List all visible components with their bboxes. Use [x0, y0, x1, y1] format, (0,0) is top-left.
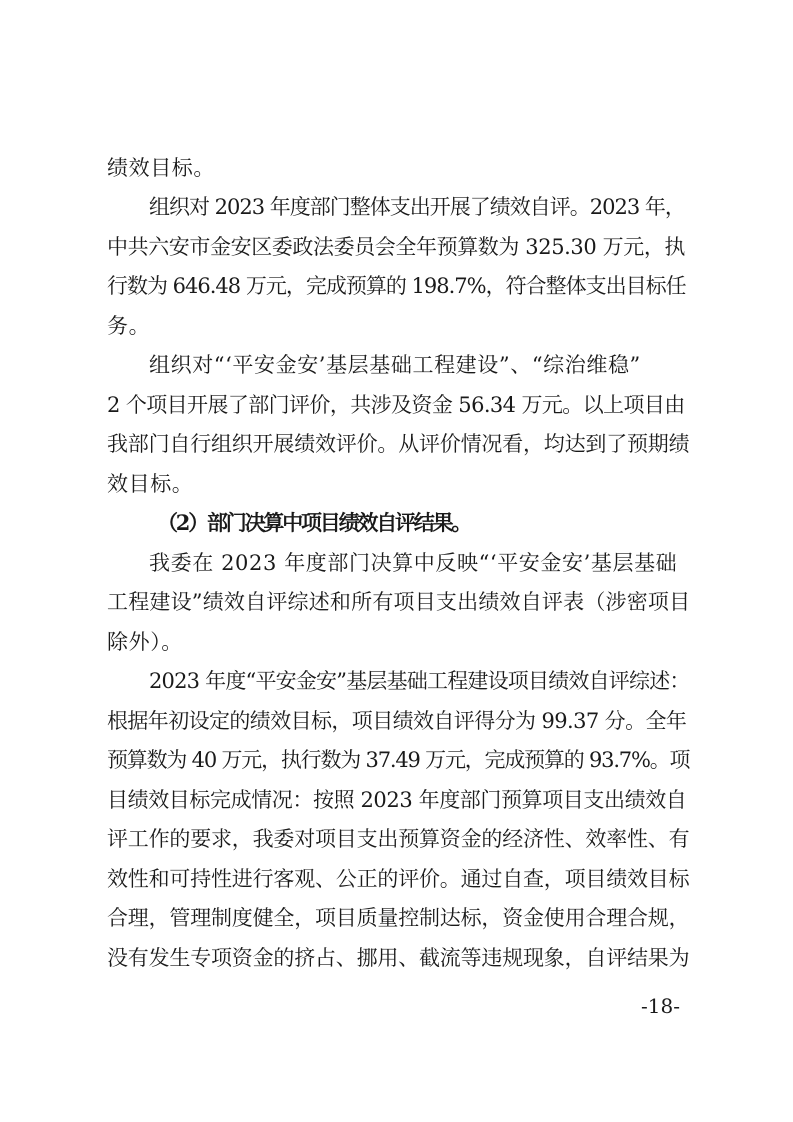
text-line: 预算数为 40 万元，执行数为 37.49 万元，完成预算的 93.7%。项	[107, 748, 690, 772]
text-line: 行数为 646.48 万元，完成预算的 198.7%，符合整体支出目标任	[107, 274, 686, 298]
text-line: 评工作的要求，我委对项目支出预算资金的经济性、效率性、有	[107, 827, 690, 851]
text-line: 效性和可持性进行客观、公正的评价。通过自查，项目绩效目标	[107, 867, 690, 891]
page-number: -18-	[641, 994, 680, 1018]
text-line: 合理，管理制度健全，项目质量控制达标，资金使用合理合规，	[107, 906, 690, 930]
text-line: 根据年初设定的绩效目标，项目绩效自评得分为 99.37 分。全年	[107, 709, 687, 733]
text-line: 目绩效目标完成情况：按照 2023 年度部门预算项目支出绩效自	[107, 788, 687, 812]
text-line: 务。	[107, 314, 151, 338]
text-line: 除外）。	[107, 630, 183, 654]
text-line: 我部门自行组织开展绩效评价。从评价情况看，均达到了预期绩	[107, 432, 690, 456]
text-line: 2 个项目开展了部门评价，共涉及资金 56.34 万元。以上项目由	[107, 393, 685, 417]
text-line: 中共六安市金安区委政法委员会全年预算数为 325.30 万元，执	[107, 235, 686, 259]
text-line: 绩效目标。	[107, 156, 215, 180]
text-line: 没有发生专项资金的挤占、挪用、截流等违规现象，自评结果为	[107, 946, 690, 970]
text-line: 我委在 2023 年度部门决算中反映“‘平安金安’基层基础	[149, 551, 678, 575]
text-line: 效目标。	[107, 472, 194, 496]
text-line: 组织对 2023 年度部门整体支出开展了绩效自评。2023 年，	[149, 195, 685, 219]
text-line: 2023 年度“平安金安”基层基础工程建设项目绩效自评综述：	[149, 669, 690, 693]
section-heading: （2）部门决算中项目绩效自评结果。	[157, 510, 471, 535]
text-line: 工程建设”绩效自评综述和所有项目支出绩效自评表（涉密项目	[107, 590, 691, 614]
text-line: 组织对“‘平安金安’基层基础工程建设”、“综治维稳”	[149, 353, 641, 377]
